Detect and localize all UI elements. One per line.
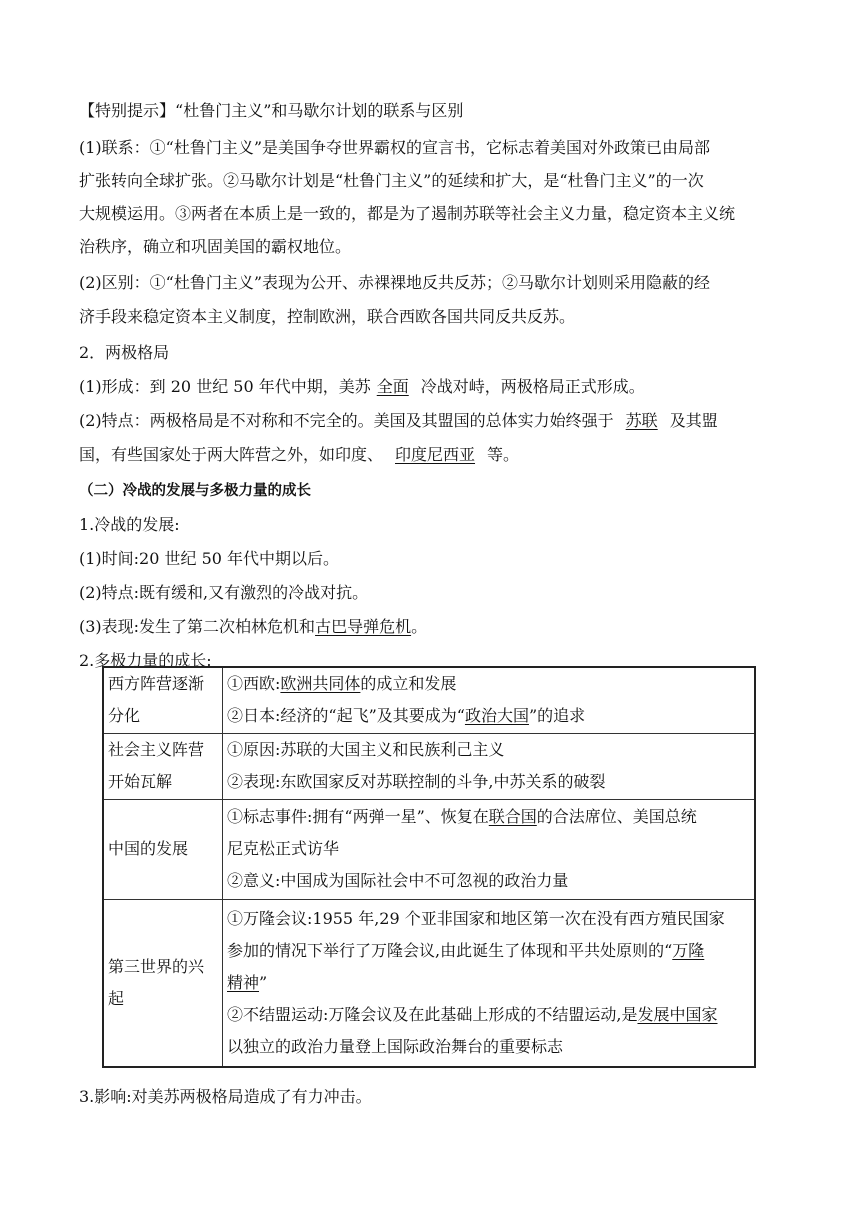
tip-link-line-3: 大规模运用。③两者在本质上是一致的，都是为了遏制苏联等社会主义力量，稳定资本主义统 [79,204,736,223]
content-line [227,967,750,999]
content-text: ”的追求 [528,706,586,726]
content-text: 参加的情况下举行了万隆会议,由此诞生了体现和平共处原则的“ [227,940,673,960]
row-content-cell [223,899,756,1067]
content-text: ②日本:经济的“起飞”及其要成为“ [227,706,465,726]
content-line [227,668,750,700]
bipolar-heading: 2．两极格局 [79,343,170,362]
row-header-text: 西方阵营逐渐 [108,674,205,694]
tip-link-line-4: 治秩序，确立和巩固美国的霸权地位。 [79,237,352,256]
cold-war-time: (1)时间:20 世纪 50 年代中期以后。 [79,549,340,568]
feature-text: (2)特点：两极格局是不对称和不完全的。美国及其盟国的总体实力始终强于 [79,411,614,430]
underlined-answer: 政治大国 [464,706,529,726]
tip-link-line-1: (1)联系：①“杜鲁门主义”是美国争夺世界霸权的宣言书，它标志着美国对外政策已由局部 [79,138,711,157]
row-header-text: 分化 [108,706,141,726]
formation-text: (1)形成：到 20 世纪 50 年代中期，美苏 [79,377,371,396]
row-header-cell [103,899,223,1067]
table-row [103,667,755,733]
row-header-cell [103,667,223,733]
content-line [227,801,750,833]
row-content-cell [223,799,756,899]
tip-title-line [79,101,463,121]
feature2-text-end: 等。 [487,445,520,464]
multipolar-table [102,666,756,1068]
table-row [103,733,755,799]
content-line [227,700,750,732]
bipolar-feature-line-1 [79,411,718,431]
feature2-answer: 印度尼西亚 [395,445,476,464]
performance-text: (3)表现:发生了第二次柏林危机和 [79,617,316,636]
tip-link-line-2: 扩张转向全球扩张。②马歇尔计划是“杜鲁门主义”的延续和扩大，是“杜鲁门主义”的一次 [79,171,704,190]
tip-diff-line-1: (2)区别：①“杜鲁门主义”表现为公开、赤裸裸地反共反苏；②马歇尔计划则采用隐蔽的经 [79,273,711,292]
underlined-answer: 发展中国家 [637,1004,718,1024]
row-header-text: 起 [108,988,125,1008]
content-line [227,935,750,967]
content-text: ②不结盟运动:万隆会议及在此基础上形成的不结盟运动,是 [227,1004,638,1024]
impact-line: 3.影响:对美苏两极格局造成了有力冲击。 [79,1087,372,1106]
table-row [103,799,755,899]
content-text: 以独立的政治力量登上国际政治舞台的重要标志 [227,1036,564,1056]
row-header-cell [103,799,223,899]
underlined-answer: 精神 [227,972,260,992]
tip-diff-line-2: 济手段来稳定资本主义制度，控制欧洲，联合西欧各国共同反共反苏。 [79,307,576,326]
content-text: ①西欧: [227,674,281,694]
content-line [227,1031,750,1063]
content-text: ②表现:东欧国家反对苏联控制的斗争,中苏关系的破裂 [227,772,606,791]
tip-title: “杜鲁门主义”和马歇尔计划的联系与区别 [175,101,464,120]
content-line [227,999,750,1031]
cold-war-heading: 1.冷战的发展: [79,515,180,534]
row-header-text: 第三世界的兴 [108,956,205,976]
feature-answer: 苏联 [625,411,658,430]
content-line [227,833,750,865]
content-text: ①标志事件:拥有“两弹一星”、恢复在 [227,807,489,826]
underlined-answer: 万隆 [672,940,705,960]
row-content-cell [223,667,756,733]
row-header-text: 中国的发展 [108,839,189,858]
bipolar-feature-line-2 [79,445,519,465]
feature2-text: 国，有些国家处于两大阵营之外，如印度、 [79,445,384,464]
content-line [227,734,750,766]
table-row [103,899,755,1067]
underlined-answer: 联合国 [488,807,537,826]
content-text: ①万隆会议:1955 年,29 个亚非国家和地区第一次在没有西方殖民国家 [227,908,725,928]
performance-answer: 古巴导弹危机 [315,617,412,636]
content-text: ②意义:中国成为国际社会中不可忽视的政治力量 [227,871,569,890]
tip-label: 【特别提示】 [79,101,176,120]
section2-heading: （二）冷战的发展与多极力量的成长 [79,482,311,499]
content-text: ①原因:苏联的大国主义和民族利己主义 [227,740,505,759]
row-header-text: 社会主义阵营 [108,740,205,759]
cold-war-feature: (2)特点:既有缓和,又有激烈的冷战对抗。 [79,583,369,602]
row-content-cell [223,733,756,799]
formation-answer: 全面 [376,377,409,396]
row-header-cell [103,733,223,799]
content-text: ” [259,972,268,992]
underlined-answer: 欧洲共同体 [280,674,361,694]
formation-text-end: 冷战对峙，两极格局正式形成。 [420,377,645,396]
content-line [227,903,750,935]
content-text: 尼克松正式访华 [227,839,340,858]
content-text: 的合法席位、美国总统 [536,807,697,826]
content-text: 的成立和发展 [360,674,457,694]
multipolar-heading: 2.多极力量的成长: [79,651,212,670]
bipolar-formation-line [79,377,645,397]
row-header-text: 开始瓦解 [108,772,173,791]
performance-text-end: 。 [411,617,428,636]
cold-war-performance [79,617,427,637]
content-line [227,865,750,897]
feature-text-end: 及其盟 [669,411,718,430]
content-line [227,766,750,798]
